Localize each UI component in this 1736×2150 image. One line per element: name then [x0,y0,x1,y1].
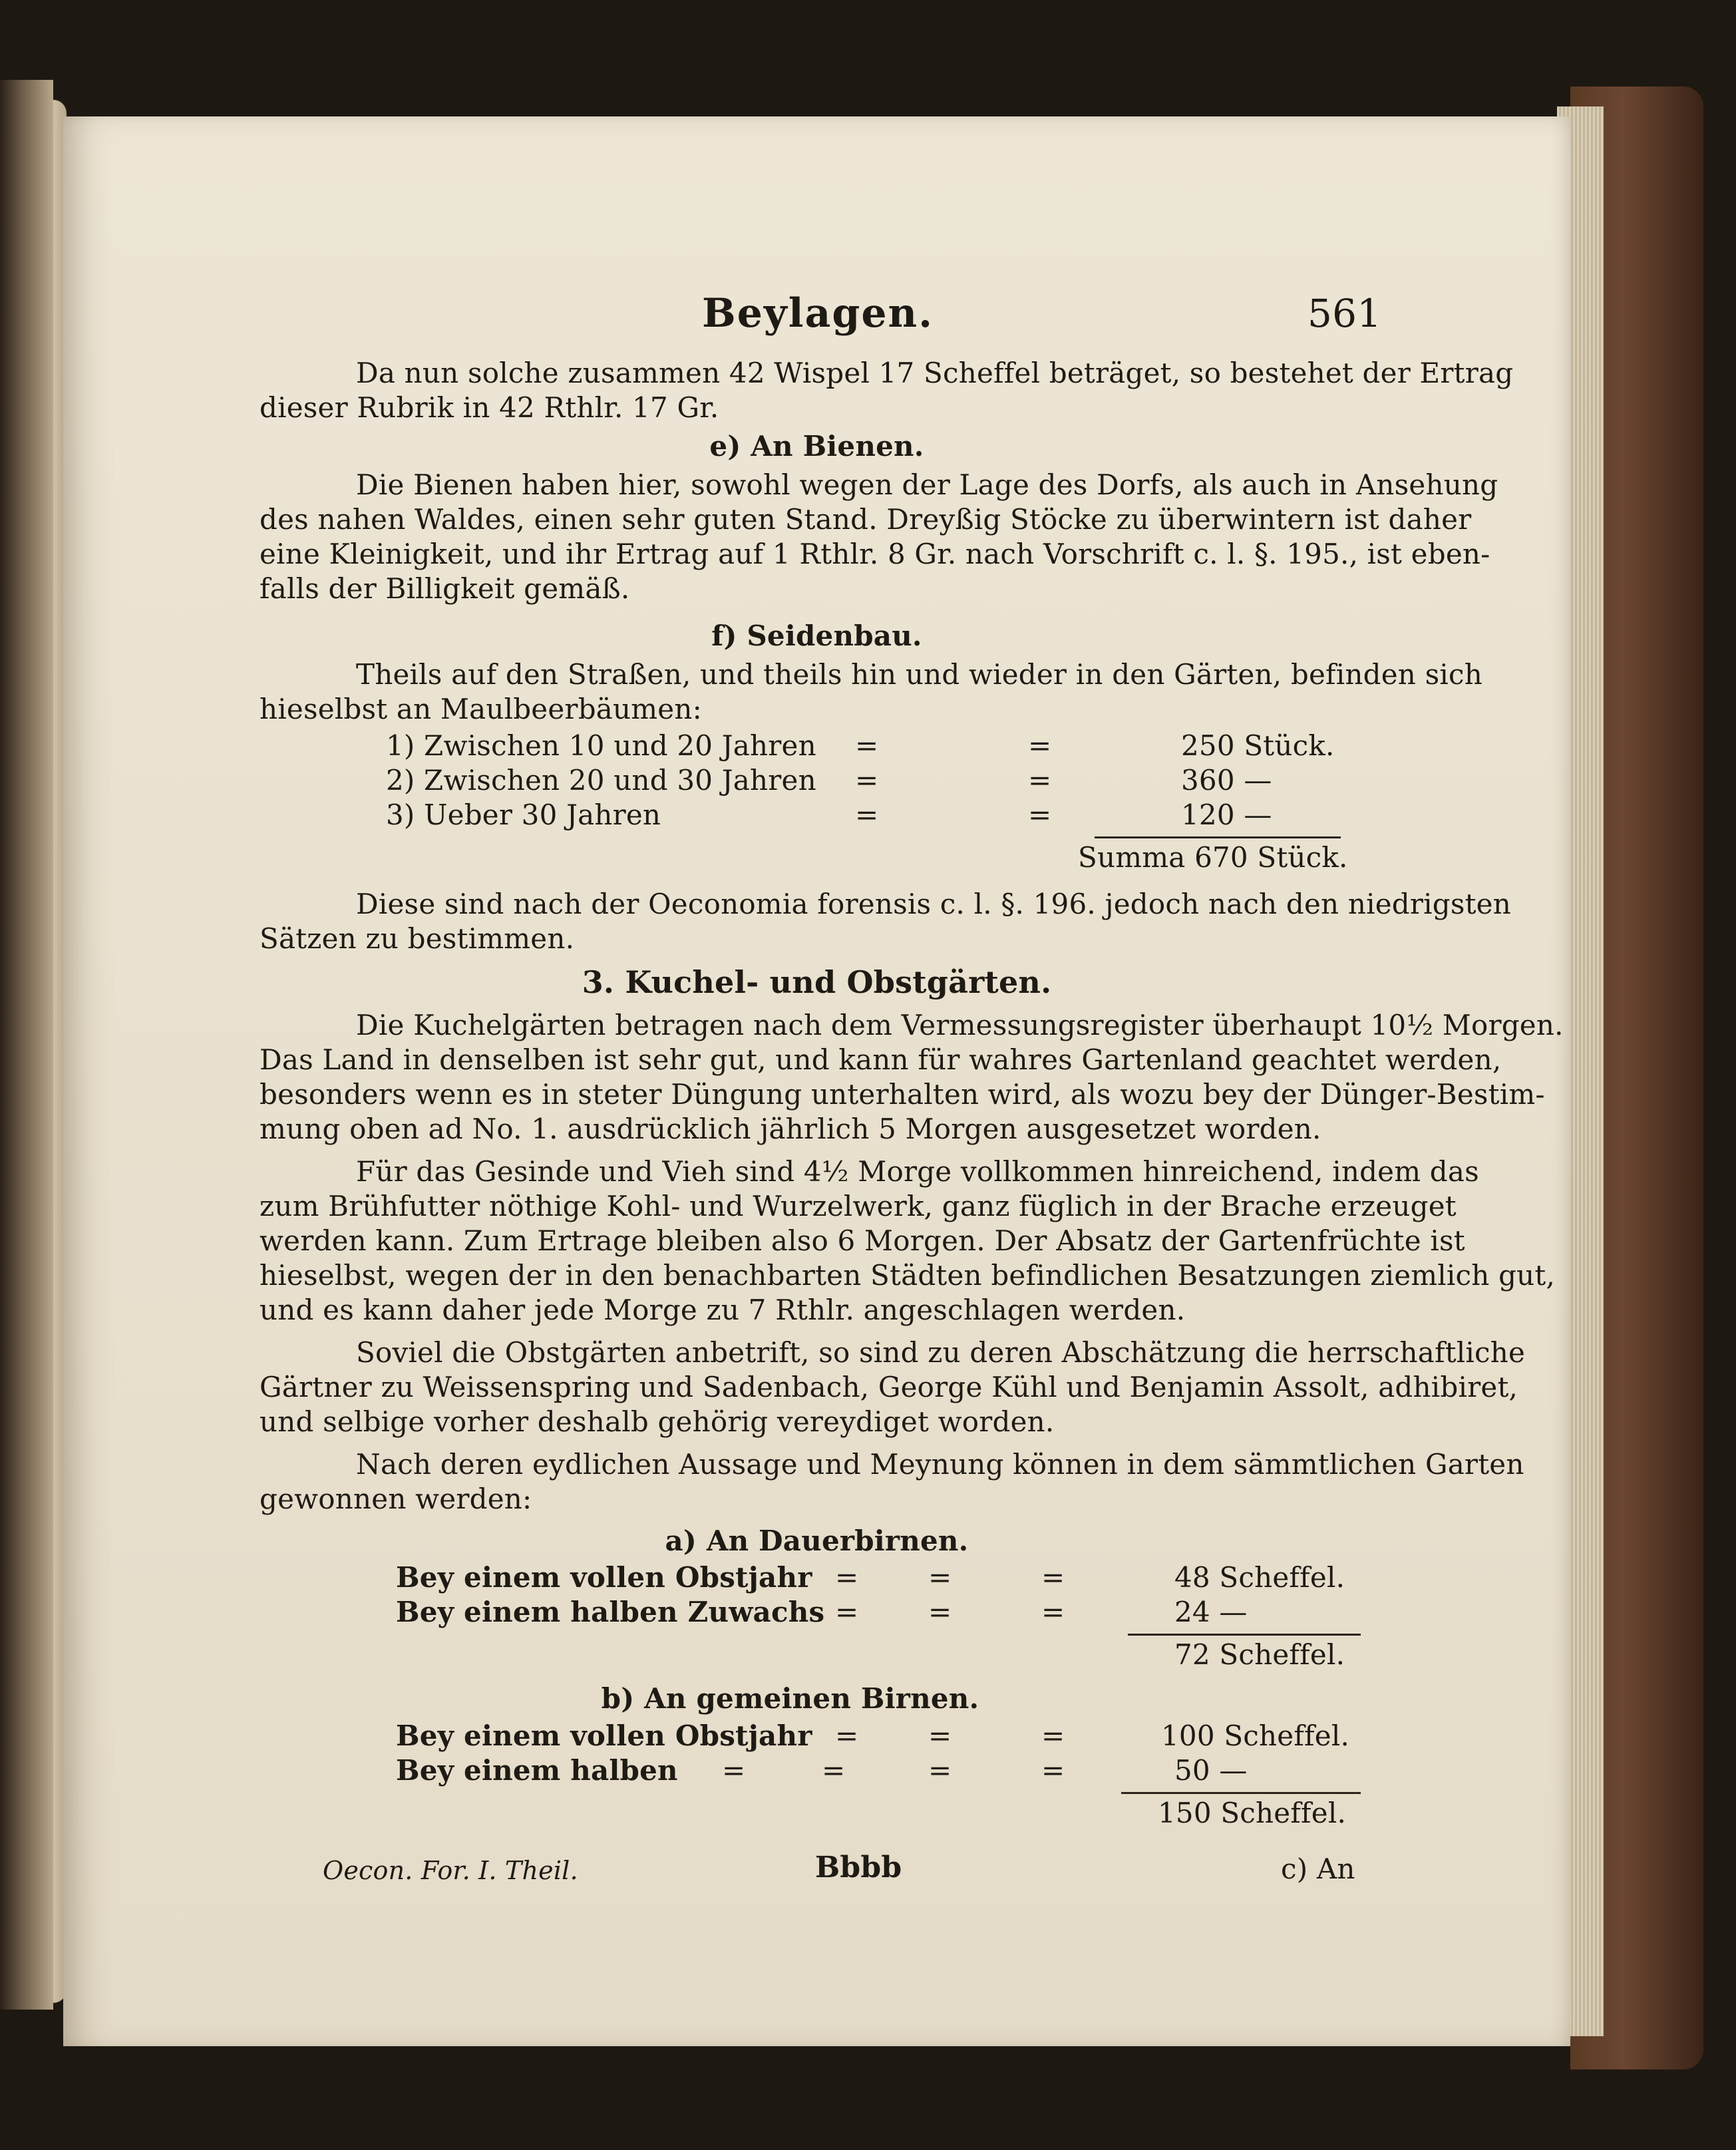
text-line: Für das Gesinde und Vieh sind 4½ Morge vollkommen hinreichend, indem das [356,1155,1479,1188]
leader-dot: = [1041,1561,1065,1594]
section-heading: e) An Bienen. [709,430,924,462]
text-line: Nach deren eydlichen Aussage und Meynung können in dem sämmtlichen Garten [356,1448,1524,1481]
leader-dot: = [855,799,879,831]
page-number: 561 [1307,291,1382,336]
leader-dot: = [1028,764,1052,797]
text-line: eine Kleinigkeit, und ihr Ertrag auf 1 Rthlr. 8 Gr. nach Vorschrift c. l. §. 195., ist eben- [260,538,1490,570]
sum-rule [1095,836,1341,838]
table-row-label: 2) Zwischen 20 und 30 Jahren [386,764,816,797]
section-heading: b) An gemeinen Birnen. [601,1682,979,1715]
running-title: Beylagen. [702,290,934,337]
text-line: Sätzen zu bestimmen. [260,922,575,955]
sum-rule [1128,1634,1361,1636]
leader-dot: = [855,764,879,797]
leader-dot: = [1041,1719,1065,1752]
table-row-label: 3) Ueber 30 Jahren [386,799,661,831]
sum-rule [1121,1792,1361,1794]
table-row-label: Bey einem vollen Obstjahr [396,1719,812,1752]
text-line: zum Brühfutter nöthige Kohl- und Wurzelwerk, ganz füglich in der Brache erzeuget [260,1190,1457,1222]
text-line: des nahen Waldes, einen sehr guten Stand. Dreyßig Stöcke zu überwintern ist daher [260,503,1472,536]
leader-dot: = [855,729,879,762]
text-line: Die Bienen haben hier, sowohl wegen der Lage des Dorfs, als auch in Ansehung [356,468,1498,501]
section-heading: f) Seidenbau. [711,620,922,652]
footer-title: Oecon. For. I. Theil. [323,1856,578,1885]
leader-dot: = [1028,799,1052,831]
table-row-value: 360 — [1181,764,1272,797]
sum-line: 72 Scheffel. [1174,1638,1345,1671]
text-line: Diese sind nach der Oeconomia forensis c. l. §. 196. jedoch nach den niedrigsten [356,888,1511,920]
text-line: Da nun solche zusammen 42 Wispel 17 Scheffel beträget, so bestehet der Ertrag [356,357,1514,389]
leader-dot: = [928,1596,952,1628]
leader-dot: = [835,1561,859,1594]
table-row-label: 1) Zwischen 10 und 20 Jahren [386,729,816,762]
table-row-label: Bey einem halben Zuwachs [396,1596,825,1628]
section-heading: a) An Dauerbirnen. [665,1524,969,1557]
table-row-label: Bey einem halben [396,1754,678,1787]
section-heading: 3. Kuchel- und Obstgärten. [582,964,1052,1000]
text-line: und es kann daher jede Morge zu 7 Rthlr. angeschlagen werden. [260,1294,1186,1326]
leader-dot: = [822,1754,846,1787]
text-line: Das Land in denselben ist sehr gut, und kann für wahres Gartenland geachtet werden, [260,1043,1502,1076]
text-line: und selbige vorher deshalb gehörig vereydiget worden. [260,1405,1055,1438]
text-line: falls der Billigkeit gemäß. [260,572,630,605]
leader-dot: = [835,1596,859,1628]
text-line: mung oben ad No. 1. ausdrücklich jährlich 5 Morgen ausgesetzet worden. [260,1113,1321,1145]
book-page [63,116,1570,2046]
leader-dot: = [928,1561,952,1594]
text-line: besonders wenn es in steter Düngung unterhalten wird, als wozu bey der Dünger-Bestim- [260,1078,1545,1111]
text-line: hieselbst an Maulbeerbäumen: [260,693,702,725]
table-row-value: 250 Stück. [1181,729,1335,762]
book-spine [0,80,53,2010]
table-row-value: 120 — [1181,799,1272,831]
table-row-value: 100 Scheffel. [1161,1719,1350,1752]
leader-dot: = [835,1719,859,1752]
sum-line: 150 Scheffel. [1158,1797,1347,1829]
leader-dot: = [928,1719,952,1752]
table-row-value: 48 Scheffel. [1174,1561,1345,1594]
leader-dot: = [1041,1754,1065,1787]
text-line: Gärtner zu Weissenspring und Sadenbach, George Kühl und Benjamin Assolt, adhibiret, [260,1371,1518,1403]
leader-dot: = [722,1754,746,1787]
leader-dot: = [1041,1596,1065,1628]
text-line: werden kann. Zum Ertrage bleiben also 6 Morgen. Der Absatz der Gartenfrüchte ist [260,1224,1465,1257]
text-line: Theils auf den Straßen, und theils hin und wieder in den Gärten, befinden sich [356,658,1482,691]
text-line: gewonnen werden: [260,1483,532,1515]
signature-mark: Bbbb [815,1851,902,1884]
text-line: dieser Rubrik in 42 Rthlr. 17 Gr. [260,391,719,424]
leader-dot: = [928,1754,952,1787]
text-line: Die Kuchelgärten betragen nach dem Vermessungsregister überhaupt 10½ Morgen. [356,1009,1564,1041]
leader-dot: = [1028,729,1052,762]
table-row-value: 50 — [1174,1754,1248,1787]
text-line: Soviel die Obstgärten anbetrift, so sind zu deren Abschätzung die herrschaftliche [356,1336,1526,1369]
table-row-value: 24 — [1174,1596,1248,1628]
catchword: c) An [1281,1853,1355,1885]
text-line: hieselbst, wegen der in den benachbarten Städten befindlichen Besatzungen ziemlich gut, [260,1259,1556,1292]
sum-line: Summa 670 Stück. [1078,841,1348,874]
table-row-label: Bey einem vollen Obstjahr [396,1561,812,1594]
